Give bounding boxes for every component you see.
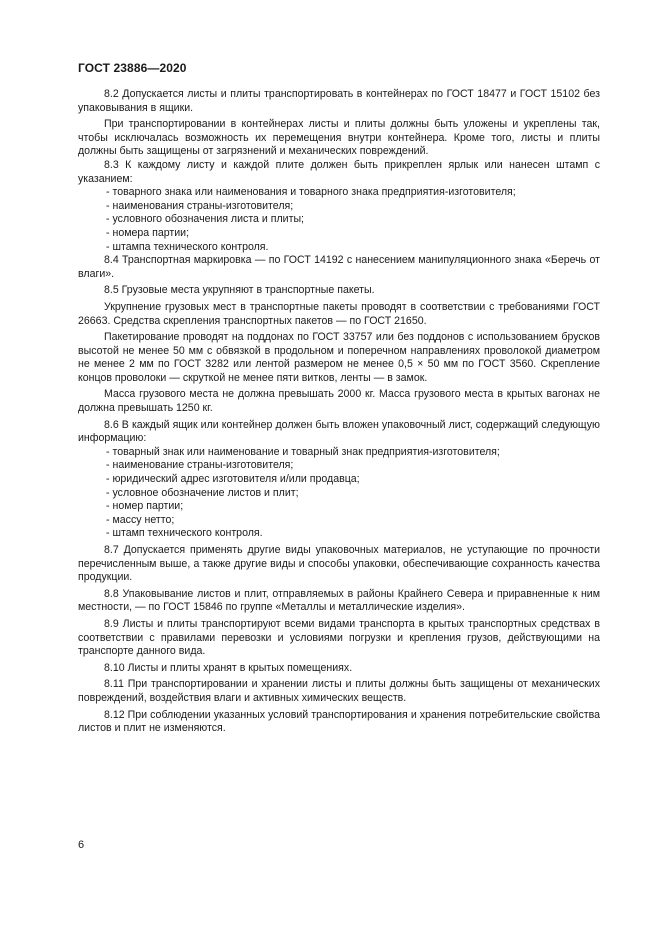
- page-number: 6: [78, 839, 85, 851]
- paragraph-8-2: 8.2 Допускается листы и плиты транспортировать в контейнерах по ГОСТ 18477 и ГОСТ 15102 без упаковывания в ящики.: [78, 88, 600, 114]
- paragraph: При транспортировании в контейнерах листы и плиты должны быть уложены и укреплены так, чтобы исключалась возможность их перемещения внутри контейнера. Кроме того, листы и плиты должны быть защищены от загрязнений и механических повреждений.: [78, 118, 600, 158]
- list-item: - условного обозначения листа и плиты;: [106, 213, 305, 226]
- document-header: ГОСТ 23886—2020: [78, 61, 187, 75]
- paragraph-8-7: 8.7 Допускается применять другие виды упаковочных материалов, не уступающие по прочности перечисленным выше, а также другие виды и способы упаковки, обеспечивающие сохранность качества продукции.: [78, 544, 600, 584]
- paragraph-8-12: 8.12 При соблюдении указанных условий транспортирования и хранения потребительские свойства листов и плит не изменяются.: [78, 708, 600, 735]
- list-item: - юридический адрес изготовителя и/или продавца;: [106, 473, 360, 486]
- paragraph-8-10: 8.10 Листы и плиты хранят в крытых помещениях.: [104, 661, 353, 674]
- paragraph: Укрупнение грузовых мест в транспортные пакеты проводят в соответствии с требованиями ГОСТ 26663. Средства скрепления транспортных пакетов — по ГОСТ 21650.: [78, 300, 600, 327]
- paragraph: Пакетирование проводят на поддонах по ГОСТ 33757 или без поддонов с использованием брусков высотой не менее 50 мм с обвязкой в продольном и поперечном направлениях проволокой диаметром не менее 2 мм по ГОСТ 3282 или лентой размером не менее 0,5 × 50 мм по ГОСТ 3560. Скрепление концов проволоки — скруткой не менее пяти витков, ленты — в замок.: [78, 331, 600, 384]
- document-body: [78, 88, 600, 736]
- list-item: - штампа технического контроля.: [106, 240, 269, 253]
- list-item: - товарный знак или наименование и товарный знак предприятия-изготовителя;: [106, 445, 500, 458]
- list-item: - наименования страны-изготовителя;: [106, 199, 294, 212]
- paragraph-8-3: 8.3 К каждому листу и каждой плите должен быть прикреплен ярлык или нанесен штамп с указанием:: [78, 158, 600, 185]
- list-item: - условное обозначение листов и плит;: [106, 486, 299, 499]
- paragraph-8-11: 8.11 При транспортировании и хранении листы и плиты должны быть защищены от механических повреждений, воздействия влаги и активных химических веществ.: [78, 678, 600, 704]
- list-item: - наименование страны-изготовителя;: [106, 459, 294, 472]
- paragraph-8-8: 8.8 Упаковывание листов и плит, отправляемых в районы Крайнего Севера и приравненные к ним местности, — по ГОСТ 15846 по группе «Металлы и металлические изделия».: [78, 587, 600, 614]
- paragraph-8-9: 8.9 Листы и плиты транспортируют всеми видами транспорта в крытых транспортных средствах в соответствии с правилами перевозки и условиями погрузки и крепления грузов, действующими на транспорте данного вида.: [78, 617, 600, 658]
- paragraph-8-4: 8.4 Транспортная маркировка — по ГОСТ 14192 с нанесением манипуляционного знака «Беречь от влаги».: [78, 254, 600, 280]
- list-item: - штамп технического контроля.: [106, 527, 263, 540]
- list-item: - номера партии;: [106, 226, 190, 239]
- paragraph-8-5: 8.5 Грузовые места укрупняют в транспортные пакеты.: [104, 284, 375, 297]
- paragraph-8-6: 8.6 В каждый ящик или контейнер должен быть вложен упаковочный лист, содержащий следующую информацию:: [78, 418, 600, 445]
- list-item: - массу нетто;: [106, 513, 175, 526]
- list-item: - товарного знака или наименования и товарного знака предприятия-изготовителя;: [106, 186, 516, 199]
- list-item: - номер партии;: [106, 500, 184, 513]
- paragraph: Масса грузового места не должна превышать 2000 кг. Масса грузового места в крытых вагонах не должна превышать 1250 кг.: [78, 388, 600, 415]
